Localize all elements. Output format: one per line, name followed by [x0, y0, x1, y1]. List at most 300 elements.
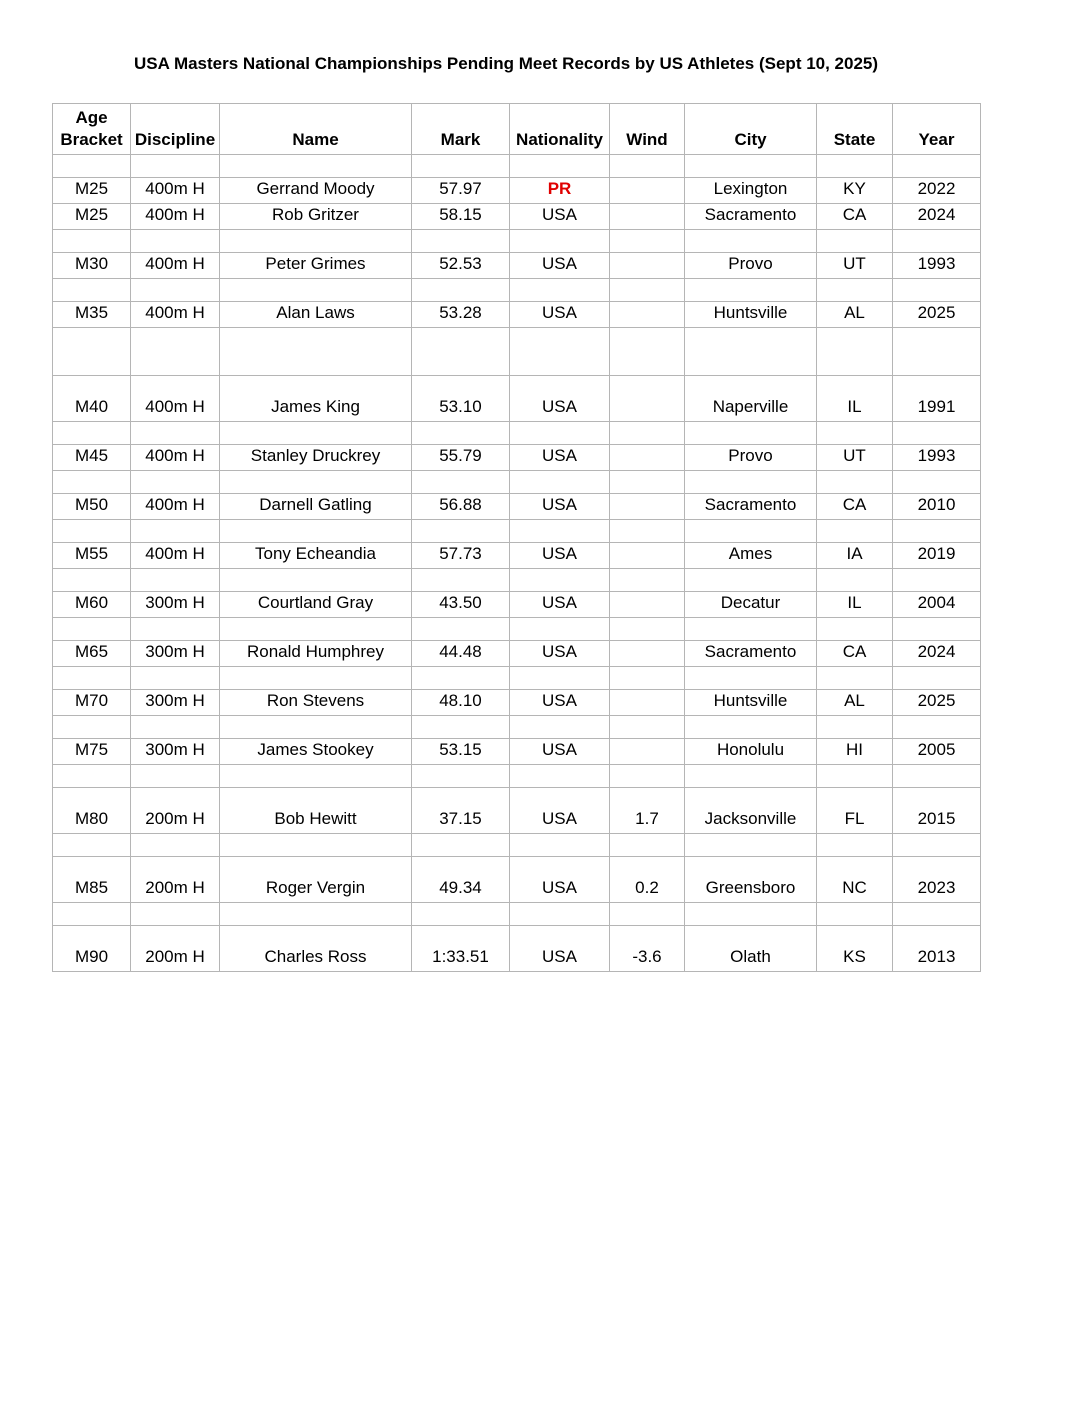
- cell-wind: [610, 376, 685, 422]
- empty-cell: [412, 765, 510, 788]
- cell-state: IL: [817, 376, 893, 422]
- cell-name: Rob Gritzer: [220, 204, 412, 230]
- cell-name: Stanley Druckrey: [220, 445, 412, 471]
- cell-state: NC: [817, 857, 893, 903]
- cell-name: Alan Laws: [220, 302, 412, 328]
- cell-name: Ron Stevens: [220, 690, 412, 716]
- cell-nationality: USA: [510, 641, 610, 667]
- spacer-row: [53, 471, 981, 494]
- empty-cell: [510, 569, 610, 592]
- cell-discipline: 300m H: [131, 739, 220, 765]
- empty-cell: [220, 716, 412, 739]
- cell-city: Provo: [685, 445, 817, 471]
- empty-cell: [610, 667, 685, 690]
- cell-name: James King: [220, 376, 412, 422]
- empty-cell: [510, 765, 610, 788]
- cell-state: KS: [817, 926, 893, 972]
- page-title: USA Masters National Championships Pending Meet Records by US Athletes (Sept 10, 2025): [133, 54, 879, 73]
- empty-cell: [412, 834, 510, 857]
- cell-age: M35: [53, 302, 131, 328]
- empty-cell: [893, 328, 981, 376]
- cell-age: M50: [53, 494, 131, 520]
- table-row: [53, 302, 981, 328]
- empty-cell: [220, 618, 412, 641]
- cell-nationality: USA: [510, 739, 610, 765]
- empty-cell: [685, 279, 817, 302]
- empty-cell: [893, 230, 981, 253]
- table-row: [53, 494, 981, 520]
- spacer-row: [53, 765, 981, 788]
- empty-cell: [510, 834, 610, 857]
- empty-cell: [510, 618, 610, 641]
- cell-wind: [610, 178, 685, 204]
- cell-age: M70: [53, 690, 131, 716]
- empty-cell: [893, 716, 981, 739]
- cell-year: 2022: [893, 178, 981, 204]
- spacer-row: [53, 422, 981, 445]
- records-table: [52, 103, 981, 972]
- empty-cell: [131, 520, 220, 543]
- table-row: [53, 926, 981, 972]
- cell-discipline: 400m H: [131, 376, 220, 422]
- empty-cell: [685, 155, 817, 178]
- cell-nationality: USA: [510, 204, 610, 230]
- cell-nationality: USA: [510, 690, 610, 716]
- empty-cell: [510, 520, 610, 543]
- cell-city: Sacramento: [685, 494, 817, 520]
- empty-cell: [610, 716, 685, 739]
- empty-cell: [817, 667, 893, 690]
- empty-cell: [131, 279, 220, 302]
- table-row: [53, 445, 981, 471]
- empty-cell: [220, 230, 412, 253]
- empty-cell: [131, 716, 220, 739]
- empty-cell: [893, 903, 981, 926]
- empty-cell: [817, 230, 893, 253]
- cell-year: 1991: [893, 376, 981, 422]
- cell-state: CA: [817, 494, 893, 520]
- table-row: [53, 857, 981, 903]
- cell-state: AL: [817, 690, 893, 716]
- empty-cell: [817, 618, 893, 641]
- cell-name: Charles Ross: [220, 926, 412, 972]
- cell-year: 2025: [893, 690, 981, 716]
- cell-mark: 57.73: [412, 543, 510, 569]
- empty-cell: [817, 422, 893, 445]
- cell-nationality: USA: [510, 543, 610, 569]
- cell-name: Tony Echeandia: [220, 543, 412, 569]
- cell-discipline: 400m H: [131, 543, 220, 569]
- cell-age: M25: [53, 178, 131, 204]
- cell-wind: [610, 690, 685, 716]
- empty-cell: [53, 618, 131, 641]
- empty-cell: [412, 422, 510, 445]
- empty-cell: [610, 520, 685, 543]
- cell-nationality: USA: [510, 445, 610, 471]
- cell-city: Naperville: [685, 376, 817, 422]
- records-body: [53, 155, 981, 972]
- spacer-row: [53, 230, 981, 253]
- header-age-bracket: Age Bracket: [53, 104, 131, 155]
- empty-cell: [817, 834, 893, 857]
- cell-year: 2004: [893, 592, 981, 618]
- empty-cell: [131, 618, 220, 641]
- cell-age: M80: [53, 788, 131, 834]
- table-row: [53, 788, 981, 834]
- empty-cell: [893, 667, 981, 690]
- cell-state: UT: [817, 253, 893, 279]
- cell-wind: -3.6: [610, 926, 685, 972]
- empty-cell: [685, 471, 817, 494]
- empty-cell: [817, 471, 893, 494]
- empty-cell: [220, 765, 412, 788]
- empty-cell: [412, 155, 510, 178]
- cell-mark: 43.50: [412, 592, 510, 618]
- empty-cell: [685, 569, 817, 592]
- empty-cell: [131, 328, 220, 376]
- empty-cell: [53, 230, 131, 253]
- empty-cell: [131, 667, 220, 690]
- cell-discipline: 200m H: [131, 926, 220, 972]
- cell-city: Huntsville: [685, 302, 817, 328]
- empty-cell: [817, 569, 893, 592]
- cell-year: 2024: [893, 641, 981, 667]
- header-city: City: [685, 104, 817, 155]
- cell-state: CA: [817, 641, 893, 667]
- cell-wind: [610, 302, 685, 328]
- table-row: [53, 204, 981, 230]
- empty-cell: [412, 230, 510, 253]
- empty-cell: [817, 279, 893, 302]
- spacer-row: [53, 520, 981, 543]
- empty-cell: [610, 155, 685, 178]
- cell-discipline: 300m H: [131, 641, 220, 667]
- empty-cell: [220, 471, 412, 494]
- empty-cell: [131, 569, 220, 592]
- cell-city: Honolulu: [685, 739, 817, 765]
- spacer-row: [53, 569, 981, 592]
- empty-cell: [817, 520, 893, 543]
- table-header-row: [53, 104, 981, 155]
- cell-name: Bob Hewitt: [220, 788, 412, 834]
- empty-cell: [53, 834, 131, 857]
- empty-cell: [412, 667, 510, 690]
- empty-cell: [817, 328, 893, 376]
- cell-discipline: 200m H: [131, 788, 220, 834]
- cell-mark: 48.10: [412, 690, 510, 716]
- cell-city: Huntsville: [685, 690, 817, 716]
- empty-cell: [53, 155, 131, 178]
- empty-cell: [220, 279, 412, 302]
- empty-cell: [510, 716, 610, 739]
- empty-cell: [220, 155, 412, 178]
- cell-state: FL: [817, 788, 893, 834]
- cell-year: 2015: [893, 788, 981, 834]
- empty-cell: [510, 422, 610, 445]
- empty-cell: [412, 618, 510, 641]
- cell-state: IA: [817, 543, 893, 569]
- cell-mark: 53.10: [412, 376, 510, 422]
- cell-city: Jacksonville: [685, 788, 817, 834]
- empty-cell: [610, 328, 685, 376]
- empty-cell: [510, 667, 610, 690]
- cell-nationality: USA: [510, 592, 610, 618]
- cell-discipline: 400m H: [131, 445, 220, 471]
- empty-cell: [53, 471, 131, 494]
- header-nationality: Nationality: [510, 104, 610, 155]
- empty-cell: [817, 903, 893, 926]
- cell-age: M55: [53, 543, 131, 569]
- cell-age: M60: [53, 592, 131, 618]
- table-row: [53, 641, 981, 667]
- table-row: [53, 253, 981, 279]
- cell-nationality: USA: [510, 926, 610, 972]
- cell-mark: 44.48: [412, 641, 510, 667]
- cell-age: M65: [53, 641, 131, 667]
- cell-city: Lexington: [685, 178, 817, 204]
- empty-cell: [817, 155, 893, 178]
- cell-age: M30: [53, 253, 131, 279]
- empty-cell: [610, 618, 685, 641]
- cell-city: Sacramento: [685, 204, 817, 230]
- cell-nationality: PR: [510, 178, 610, 204]
- cell-state: IL: [817, 592, 893, 618]
- empty-cell: [131, 834, 220, 857]
- cell-state: UT: [817, 445, 893, 471]
- empty-cell: [893, 834, 981, 857]
- empty-cell: [685, 667, 817, 690]
- empty-cell: [220, 903, 412, 926]
- empty-cell: [412, 903, 510, 926]
- empty-cell: [685, 328, 817, 376]
- empty-cell: [510, 155, 610, 178]
- cell-age: M45: [53, 445, 131, 471]
- empty-cell: [610, 765, 685, 788]
- cell-year: 1993: [893, 445, 981, 471]
- empty-cell: [412, 716, 510, 739]
- empty-cell: [412, 279, 510, 302]
- table-row: [53, 739, 981, 765]
- cell-discipline: 200m H: [131, 857, 220, 903]
- table-row: [53, 592, 981, 618]
- empty-cell: [220, 520, 412, 543]
- empty-cell: [610, 422, 685, 445]
- cell-city: Sacramento: [685, 641, 817, 667]
- cell-year: 2025: [893, 302, 981, 328]
- empty-cell: [817, 765, 893, 788]
- cell-discipline: 400m H: [131, 253, 220, 279]
- cell-nationality: USA: [510, 302, 610, 328]
- cell-mark: 57.97: [412, 178, 510, 204]
- empty-cell: [220, 667, 412, 690]
- empty-cell: [893, 520, 981, 543]
- cell-discipline: 400m H: [131, 204, 220, 230]
- empty-cell: [220, 569, 412, 592]
- empty-cell: [610, 834, 685, 857]
- cell-mark: 37.15: [412, 788, 510, 834]
- cell-nationality: USA: [510, 494, 610, 520]
- cell-wind: 0.2: [610, 857, 685, 903]
- empty-cell: [53, 569, 131, 592]
- cell-mark: 56.88: [412, 494, 510, 520]
- cell-year: 2010: [893, 494, 981, 520]
- empty-cell: [53, 279, 131, 302]
- cell-city: Decatur: [685, 592, 817, 618]
- cell-wind: [610, 494, 685, 520]
- empty-cell: [53, 765, 131, 788]
- empty-cell: [685, 834, 817, 857]
- empty-cell: [685, 230, 817, 253]
- empty-cell: [53, 716, 131, 739]
- empty-cell: [131, 903, 220, 926]
- header-name: Name: [220, 104, 412, 155]
- cell-mark: 1:33.51: [412, 926, 510, 972]
- cell-age: M75: [53, 739, 131, 765]
- table-row: [53, 376, 981, 422]
- empty-cell: [610, 471, 685, 494]
- empty-cell: [610, 279, 685, 302]
- header-mark: Mark: [412, 104, 510, 155]
- header-wind: Wind: [610, 104, 685, 155]
- cell-mark: 55.79: [412, 445, 510, 471]
- cell-nationality: USA: [510, 857, 610, 903]
- empty-cell: [412, 471, 510, 494]
- cell-year: 2005: [893, 739, 981, 765]
- empty-cell: [53, 520, 131, 543]
- spacer-row: [53, 328, 981, 376]
- header-year: Year: [893, 104, 981, 155]
- empty-cell: [53, 667, 131, 690]
- spacer-row: [53, 903, 981, 926]
- cell-wind: [610, 641, 685, 667]
- cell-mark: 52.53: [412, 253, 510, 279]
- table-row: [53, 690, 981, 716]
- cell-discipline: 300m H: [131, 690, 220, 716]
- empty-cell: [510, 328, 610, 376]
- cell-wind: [610, 592, 685, 618]
- empty-cell: [685, 422, 817, 445]
- table-row: [53, 543, 981, 569]
- table-row: [53, 178, 981, 204]
- spacer-row: [53, 834, 981, 857]
- cell-name: Roger Vergin: [220, 857, 412, 903]
- cell-name: Peter Grimes: [220, 253, 412, 279]
- cell-age: M25: [53, 204, 131, 230]
- cell-age: M40: [53, 376, 131, 422]
- empty-cell: [510, 471, 610, 494]
- empty-cell: [220, 422, 412, 445]
- cell-state: HI: [817, 739, 893, 765]
- empty-cell: [510, 903, 610, 926]
- empty-cell: [53, 422, 131, 445]
- cell-city: Olath: [685, 926, 817, 972]
- cell-wind: [610, 739, 685, 765]
- spacer-row: [53, 716, 981, 739]
- empty-cell: [685, 618, 817, 641]
- empty-cell: [131, 765, 220, 788]
- cell-mark: 53.28: [412, 302, 510, 328]
- empty-cell: [685, 520, 817, 543]
- empty-cell: [893, 471, 981, 494]
- empty-cell: [131, 155, 220, 178]
- cell-mark: 58.15: [412, 204, 510, 230]
- cell-mark: 49.34: [412, 857, 510, 903]
- cell-name: Darnell Gatling: [220, 494, 412, 520]
- empty-cell: [131, 422, 220, 445]
- empty-cell: [893, 422, 981, 445]
- empty-cell: [220, 328, 412, 376]
- cell-discipline: 300m H: [131, 592, 220, 618]
- cell-city: Ames: [685, 543, 817, 569]
- cell-year: 2013: [893, 926, 981, 972]
- empty-cell: [817, 716, 893, 739]
- cell-discipline: 400m H: [131, 494, 220, 520]
- empty-cell: [412, 520, 510, 543]
- empty-cell: [685, 765, 817, 788]
- empty-cell: [131, 230, 220, 253]
- empty-cell: [893, 569, 981, 592]
- cell-discipline: 400m H: [131, 178, 220, 204]
- empty-cell: [510, 230, 610, 253]
- cell-wind: 1.7: [610, 788, 685, 834]
- cell-wind: [610, 543, 685, 569]
- cell-nationality: USA: [510, 788, 610, 834]
- cell-wind: [610, 204, 685, 230]
- empty-cell: [893, 618, 981, 641]
- cell-year: 1993: [893, 253, 981, 279]
- cell-wind: [610, 253, 685, 279]
- cell-age: M85: [53, 857, 131, 903]
- empty-cell: [53, 328, 131, 376]
- cell-year: 2023: [893, 857, 981, 903]
- header-discipline: Discipline: [131, 104, 220, 155]
- cell-state: CA: [817, 204, 893, 230]
- empty-cell: [131, 471, 220, 494]
- empty-cell: [610, 903, 685, 926]
- cell-year: 2019: [893, 543, 981, 569]
- cell-nationality: USA: [510, 376, 610, 422]
- cell-city: Greensboro: [685, 857, 817, 903]
- empty-cell: [685, 716, 817, 739]
- empty-cell: [685, 903, 817, 926]
- cell-city: Provo: [685, 253, 817, 279]
- cell-name: James Stookey: [220, 739, 412, 765]
- cell-year: 2024: [893, 204, 981, 230]
- empty-cell: [53, 903, 131, 926]
- cell-state: KY: [817, 178, 893, 204]
- spacer-row: [53, 618, 981, 641]
- empty-cell: [412, 569, 510, 592]
- header-state: State: [817, 104, 893, 155]
- empty-cell: [412, 328, 510, 376]
- spacer-row: [53, 279, 981, 302]
- cell-name: Gerrand Moody: [220, 178, 412, 204]
- cell-state: AL: [817, 302, 893, 328]
- spacer-row: [53, 667, 981, 690]
- empty-cell: [893, 765, 981, 788]
- cell-name: Courtland Gray: [220, 592, 412, 618]
- cell-nationality: USA: [510, 253, 610, 279]
- cell-wind: [610, 445, 685, 471]
- cell-name: Ronald Humphrey: [220, 641, 412, 667]
- empty-cell: [893, 279, 981, 302]
- cell-age: M90: [53, 926, 131, 972]
- empty-cell: [610, 230, 685, 253]
- empty-cell: [610, 569, 685, 592]
- empty-cell: [893, 155, 981, 178]
- spacer-row: [53, 155, 981, 178]
- cell-mark: 53.15: [412, 739, 510, 765]
